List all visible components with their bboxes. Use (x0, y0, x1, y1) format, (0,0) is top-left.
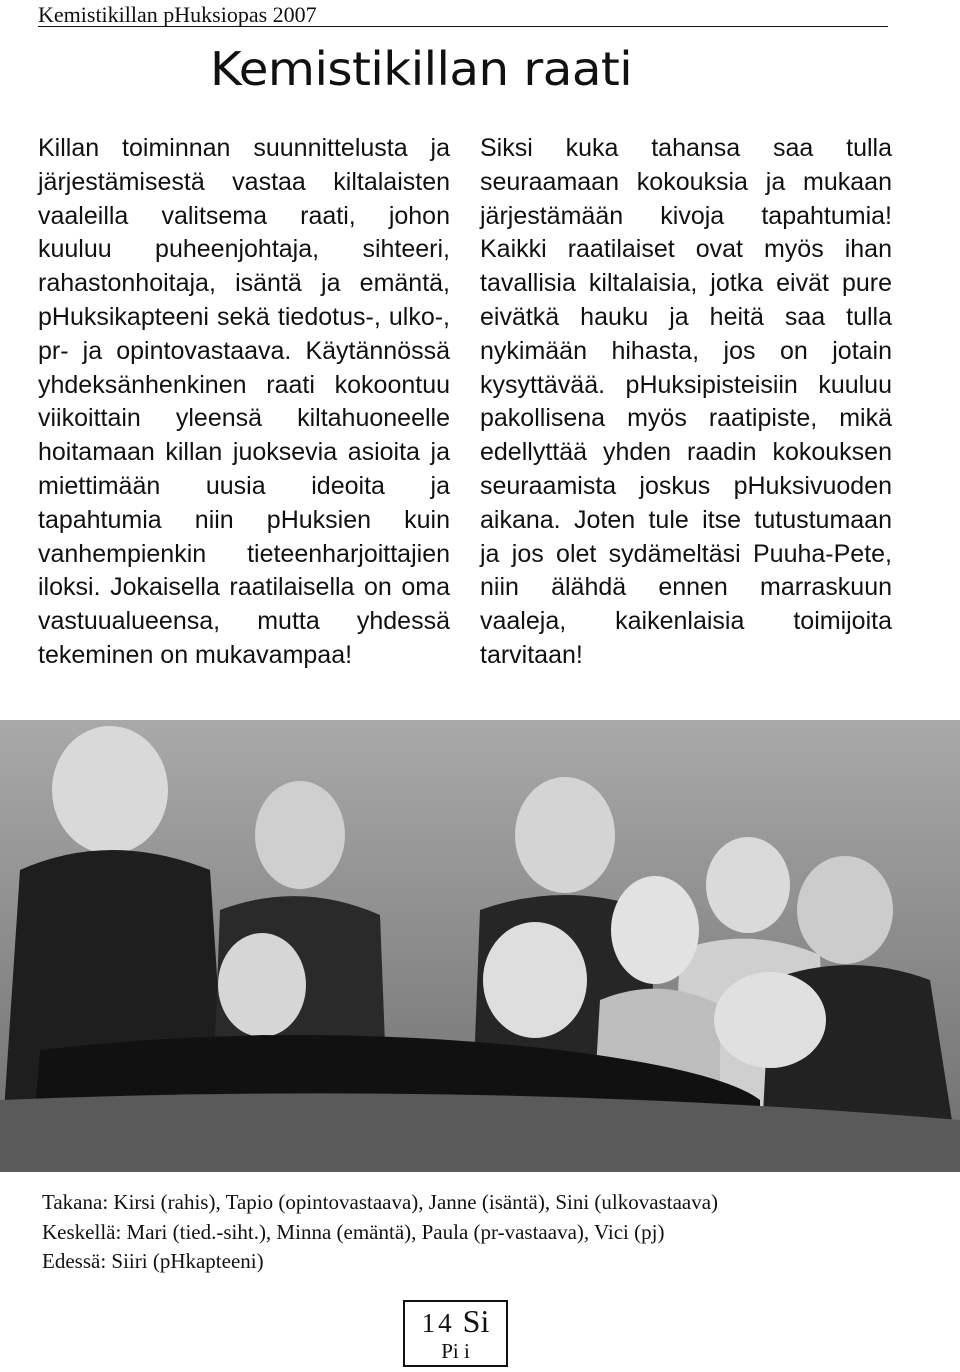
person-head (706, 837, 790, 933)
person-head (218, 933, 306, 1037)
photo-caption (42, 1188, 718, 1277)
person-head (483, 922, 587, 1038)
person-head (611, 876, 699, 984)
page-number: 14 (421, 1308, 455, 1338)
person-head (255, 781, 345, 889)
caption-line-front: Edessä: Siiri (pHkapteeni) (42, 1249, 264, 1273)
caption-line-back: Takana: Kirsi (rahis), Tapio (opintovastaava), Janne (isäntä), Sini (ulkovastaava) (42, 1190, 719, 1214)
person-head (797, 856, 893, 964)
header-rule (38, 26, 888, 27)
group-photo (0, 720, 960, 1172)
element-subtitle: Pi i (441, 1339, 470, 1363)
running-header: Kemistikillan pHuksiopas 2007 (38, 2, 317, 27)
page-number-box (403, 1300, 508, 1367)
person-head (52, 726, 168, 854)
caption-line-middle: Keskellä: Mari (tied.-siht.), Minna (emäntä), Paula (pr-vastaava), Vici (pj) (42, 1219, 665, 1244)
body-paragraph-left: Killan toiminnan suunnittelusta ja järjestämisestä vastaa kiltalaisten vaaleilla valitsema raati, johon kuuluu puheenjohtaja, sihteeri, rahastonhoitaja, isäntä ja emäntä, pHuksikapteeni sekä tiedotus-, ulko-, pr- ja opintovastaava. Käytännössä yhdeksänhenkinen raati kokoontuu viikoittain yleensä kiltahuoneelle hoitamaan killan juoksevia asioita ja miettimään uusia ideoita ja tapahtumia niin pHuksien kuin vanhempienkin tieteenharjoittajien iloksi. Jokaisella raatilaisella on oma vastuualueensa, mutta yhdessä tekeminen on mukavampaa! (38, 134, 450, 669)
element-symbol: Si (462, 1303, 490, 1339)
group-photo-illustration (0, 720, 960, 1172)
page-title: Kemistikillan raati (210, 42, 633, 96)
person-head (515, 777, 615, 893)
body-column-right (480, 132, 892, 673)
body-paragraph-right: Siksi kuka tahansa saa tulla seuraamaan kokouksia ja mukaan järjestämään kivoja tapahtumia! Kaikki raatilaiset ovat myös ihan tavallisia kiltalaisia, jotka eivät pure eivätkä hauku ja heitä saa tulla nykimään hihasta, jos on jotain kysyttävää. pHuksipisteisiin kuuluu pakollisena myös raatipiste, mikä edellyttää yhden raadin kokouksen seuraamista joskus pHuksivuoden aikana. Joten tule itse tutustumaan ja jos olet sydämeltäsi Puuha-Pete, niin älähdä ennen marraskuun vaaleja, kaikenlaisia toimijoita tarvitaan! (480, 134, 892, 669)
person-head (714, 972, 826, 1068)
body-column-left (38, 132, 450, 673)
